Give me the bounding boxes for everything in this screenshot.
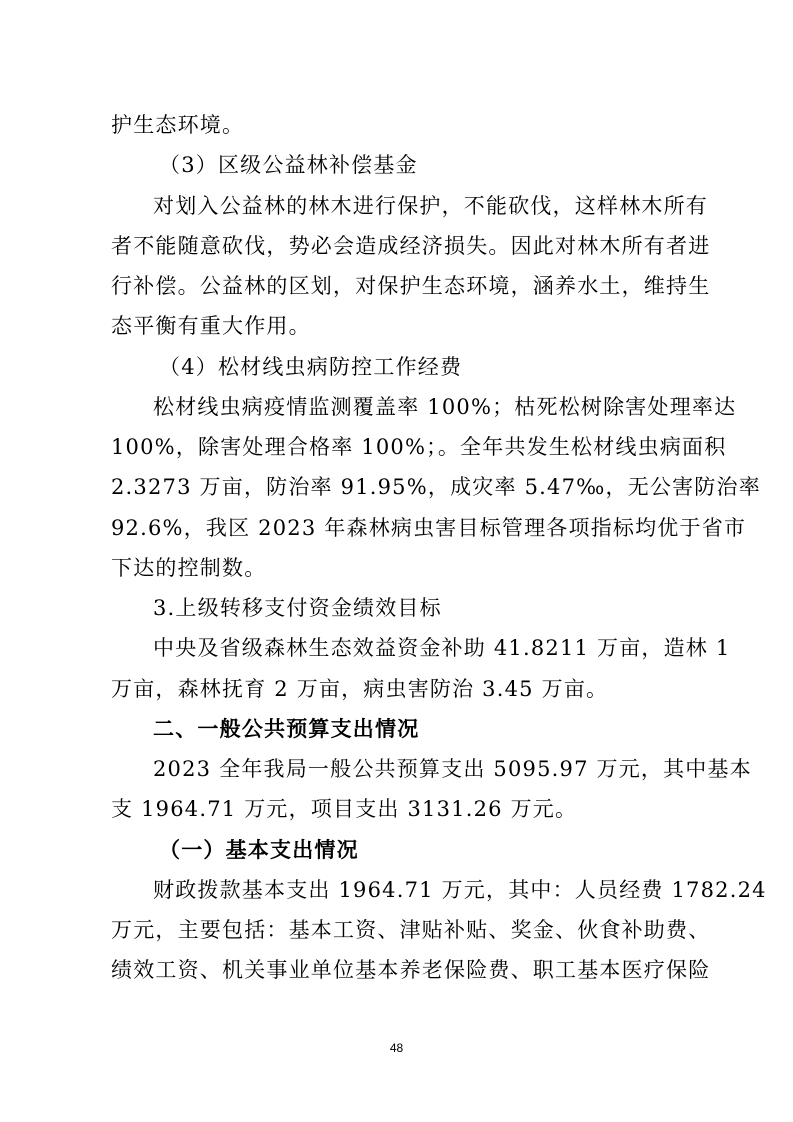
paragraph-line: 92.6%，我区 2023 年森林病虫害目标管理各项指标均优于省市 <box>111 516 747 540</box>
paragraph-line: 行补偿。公益林的区划，对保护生态环境，涵养水土，维持生 <box>111 274 711 298</box>
paragraph-line: 支 1964.71 万元，项目支出 3131.26 万元。 <box>111 797 578 821</box>
paragraph-line: 态平衡有重大作用。 <box>111 314 311 338</box>
paragraph-line: 万亩，森林抚育 2 万亩，病虫害防治 3.45 万亩。 <box>111 677 609 701</box>
subsection-heading: （4）松材线虫病防控工作经费 <box>159 355 463 379</box>
paragraph-line: 绩效工资、机关事业单位基本养老保险费、职工基本医疗保险 <box>111 958 711 982</box>
paragraph-line: 100%，除害处理合格率 100%；。全年共发生松材线虫病面积 <box>111 435 727 459</box>
section-heading: 二、一般公共预算支出情况 <box>153 717 420 741</box>
paragraph-line: 护生态环境。 <box>111 113 245 137</box>
paragraph-line: 2.3273 万亩，防治率 91.95%，成灾率 5.47‰，无公害防治率 <box>111 475 761 499</box>
paragraph-line: 对划入公益林的林木进行保护，不能砍伐，这样林木所有 <box>153 194 708 218</box>
paragraph-line: 2023 全年我局一般公共预算支出 5095.97 万元，其中基本 <box>153 757 752 781</box>
paragraph-line: 万元，主要包括：基本工资、津贴补贴、奖金、伙食补助费、 <box>111 918 711 942</box>
subsection-heading: （3）区级公益林补偿基金 <box>159 153 418 177</box>
subsection-heading: 3.上级转移支付资金绩效目标 <box>153 596 442 620</box>
paragraph-line: 中央及省级森林生态效益资金补助 41.8211 万亩，造林 1 <box>153 636 731 660</box>
paragraph-line: 松材线虫病疫情监测覆盖率 100%；枯死松树除害处理率达 <box>153 395 737 419</box>
paragraph-line: 下达的控制数。 <box>111 556 267 580</box>
paragraph-line: 财政拨款基本支出 1964.71 万元，其中：人员经费 1782.24 <box>153 878 767 902</box>
paragraph-line: 者不能随意砍伐，势必会造成经济损失。因此对林木所有者进 <box>111 234 711 258</box>
subsection-heading: （一）基本支出情况 <box>159 837 359 862</box>
page-number: 48 <box>389 1041 404 1055</box>
